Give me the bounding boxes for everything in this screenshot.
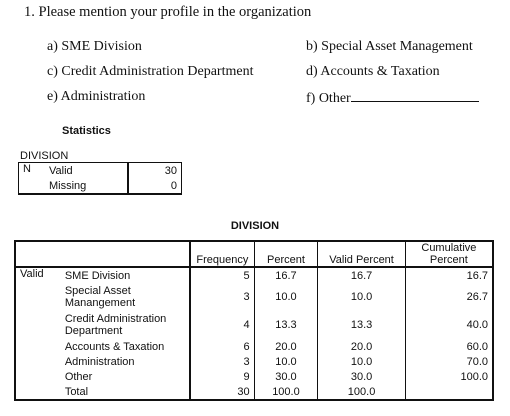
cell-valid-percent: 13.3 (318, 311, 405, 339)
cell-cumulative: 60.0 (405, 339, 493, 354)
option-credit-administration: c) Credit Administration Department (47, 64, 254, 79)
header-cumulative-percent: Cumulative Percent (405, 241, 493, 267)
question-title: 1. Please mention your profile in the organization (24, 4, 312, 20)
cell-valid-percent: 10.0 (318, 283, 405, 311)
cell-frequency: 30 (190, 384, 254, 400)
cell-frequency: 3 (190, 354, 254, 369)
cell-percent: 10.0 (254, 283, 318, 311)
header-valid-percent: Valid Percent (318, 241, 405, 267)
cell-cumulative: 40.0 (405, 311, 493, 339)
cell-frequency: 4 (190, 311, 254, 339)
valid-label: Valid (45, 163, 128, 179)
row-category-label: Administration (61, 354, 190, 369)
statistics-variable: DIVISION (20, 150, 69, 162)
table-row (15, 267, 493, 283)
cell-cumulative: 16.7 (405, 267, 493, 283)
statistics-table (18, 162, 182, 195)
row-category-label: Credit Administration Department (61, 311, 190, 339)
option-special-asset-management: b) Special Asset Management (306, 39, 473, 54)
cell-frequency: 5 (190, 267, 254, 283)
group-label-valid: Valid (15, 267, 61, 400)
missing-label: Missing (45, 178, 128, 194)
cell-cumulative (405, 384, 493, 400)
table-row (15, 354, 493, 369)
row-category-label: Total (61, 384, 190, 400)
cell-cumulative: 26.7 (405, 283, 493, 311)
table-row (15, 311, 493, 339)
table-row (15, 384, 493, 400)
row-category-label: SME Division (61, 267, 190, 283)
n-label: N (19, 163, 46, 195)
cell-percent: 100.0 (254, 384, 318, 400)
missing-value: 0 (128, 178, 182, 194)
cell-valid-percent: 10.0 (318, 354, 405, 369)
row-category-label: Special Asset Manangement (61, 283, 190, 311)
division-frequency-table (14, 240, 494, 401)
header-blank (15, 241, 190, 267)
option-accounts-taxation: d) Accounts & Taxation (306, 64, 440, 79)
cell-valid-percent: 20.0 (318, 339, 405, 354)
statistics-title: Statistics (62, 125, 111, 137)
table-row (15, 369, 493, 384)
cell-frequency: 6 (190, 339, 254, 354)
header-percent: Percent (254, 241, 318, 267)
cell-percent: 10.0 (254, 354, 318, 369)
cell-frequency: 3 (190, 283, 254, 311)
row-category-label: Accounts & Taxation (61, 339, 190, 354)
valid-value: 30 (128, 163, 182, 179)
option-other (306, 89, 479, 107)
row-category-label: Other (61, 369, 190, 384)
table-row (15, 339, 493, 354)
cell-percent: 20.0 (254, 339, 318, 354)
cell-percent: 30.0 (254, 369, 318, 384)
cell-valid-percent: 16.7 (318, 267, 405, 283)
header-frequency: Frequency (190, 241, 254, 267)
cell-frequency: 9 (190, 369, 254, 384)
other-blank-line (351, 89, 479, 102)
cell-percent: 13.3 (254, 311, 318, 339)
cell-percent: 16.7 (254, 267, 318, 283)
cell-cumulative: 70.0 (405, 354, 493, 369)
cell-cumulative: 100.0 (405, 369, 493, 384)
option-administration: e) Administration (47, 89, 146, 104)
division-table-title: DIVISION (230, 220, 280, 232)
cell-valid-percent: 30.0 (318, 369, 405, 384)
table-row (15, 283, 493, 311)
option-sme-division: a) SME Division (47, 39, 142, 54)
option-other-label: f) Other (306, 91, 351, 106)
cell-valid-percent: 100.0 (318, 384, 405, 400)
